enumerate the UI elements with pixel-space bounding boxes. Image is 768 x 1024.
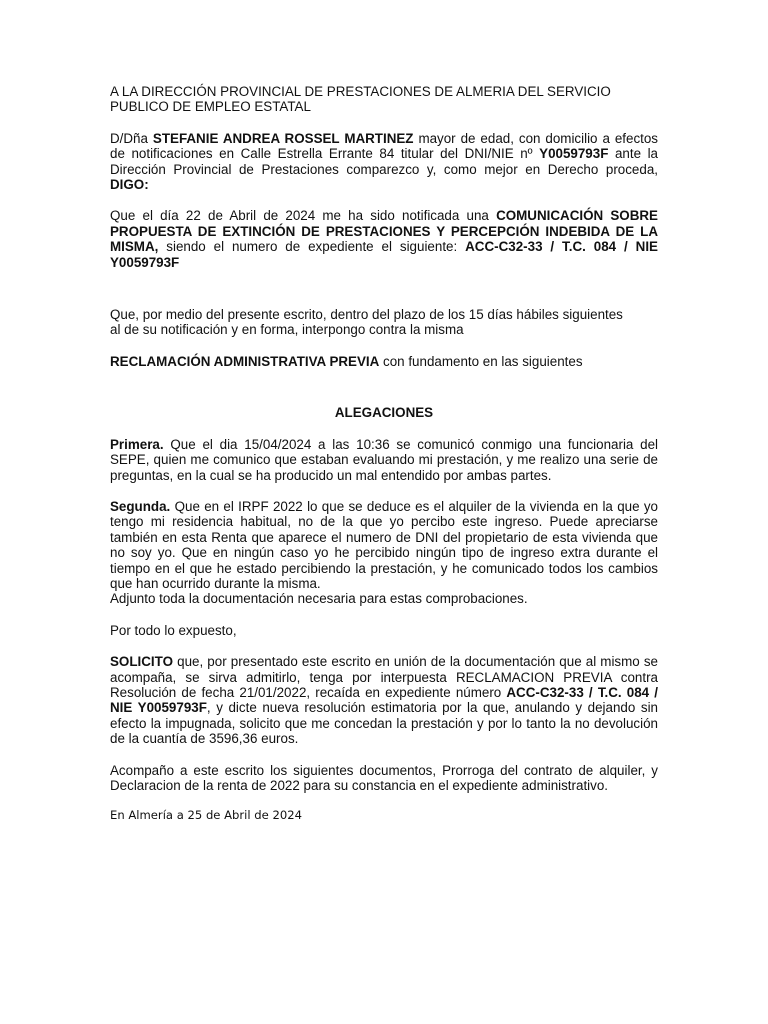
- request-file-number: ACC-C32-33 / T.C. 084 / NIE Y0059793F: [110, 684, 658, 716]
- claim-title: RECLAMACIÓN ADMINISTRATIVA PREVIA: [110, 353, 380, 369]
- attached-docs-note: Adjunto toda la documentación necesaria para estas comprobaciones.: [110, 591, 528, 607]
- notice-text-1: Que el día 22 de Abril de 2024 me ha sido notificada una: [110, 208, 497, 224]
- addressee-line-1: A LA DIRECCIÓN PROVINCIAL DE PRESTACIONES DE ALMERIA DEL SERVICIO: [110, 84, 611, 99]
- therefore-line: Por todo lo expuesto,: [110, 622, 237, 638]
- intro-text-1: mayor de edad, con domicilio a efectos de notificaciones en Calle Estrella Errante 84 titular del DNI/NIE nº: [110, 130, 659, 162]
- means-line-1: Que, por medio del presente escrito, dentro del plazo de los 15 días hábiles siguientes: [110, 307, 623, 323]
- enclosures-paragraph: Acompaño a este escrito los siguientes documentos, Prorroga del contrato de alquiler, y Declaracion de la renta de 2022 para su constancia en el expediente administrativo.: [110, 762, 658, 793]
- means-line-2: al de su notificación y en forma, interpongo contra la misma: [110, 322, 464, 338]
- first-label: Primera.: [110, 436, 164, 452]
- allegations-heading: ALEGACIONES: [334, 405, 434, 421]
- document-body: [110, 84, 658, 793]
- second-allegation: [110, 499, 658, 607]
- first-text: Que el dia 15/04/2024 a las 10:36 se comunicó conmigo una funcionaria del SEPE, quien me comunico que estaban evaluando mi prestación, y me realizo una serie de preguntas, en la cual se ha producido un mal entendido por ambas partes.: [110, 436, 658, 483]
- intro-text-2: ante la Dirección Provincial de Prestaciones comparezco y, como mejor en Derecho proceda,: [110, 146, 658, 177]
- means-paragraph: [110, 307, 658, 338]
- addressee: [110, 84, 658, 115]
- first-allegation: [110, 437, 658, 483]
- claim-paragraph: [110, 354, 658, 369]
- digo-label: DIGO:: [110, 177, 149, 193]
- request-paragraph: [110, 654, 658, 746]
- request-text-1: que, por presentado este escrito en unión de la documentación que al mismo se acompaña, se sirva admitirlo, tenga por interpuesta RECLAMACION PREVIA contra Resolución de fecha 21/01/2022, recaída en expediente número: [110, 654, 658, 700]
- place-date-line: En Almería a 25 de Abril de 2024: [110, 808, 302, 822]
- intro-paragraph: [110, 131, 658, 193]
- request-text-2: , y dicte nueva resolución estimatoria por la que, anulando y dejando sin efecto la impugnada, solicito que me concedan la prestación y por lo tanto la no devolución de la cuantía de 3596,36 euros.: [110, 700, 658, 747]
- addressee-line-2: PUBLICO DE EMPLEO ESTATAL: [110, 99, 311, 115]
- notice-paragraph: [110, 208, 658, 270]
- request-label: SOLICITO: [110, 654, 173, 670]
- claim-text: con fundamento en las siguientes: [379, 353, 583, 369]
- intro-prefix: D/Dña: [110, 130, 153, 146]
- applicant-name: STEFANIE ANDREA ROSSEL MARTINEZ: [152, 130, 414, 146]
- file-number: ACC-C32-33 / T.C. 084 / NIE Y0059793F: [110, 239, 658, 270]
- notice-text-2: siendo el numero de expediente el siguiente:: [158, 239, 466, 255]
- notice-subject: COMUNICACIÓN SOBRE PROPUESTA DE EXTINCIÓN DE PRESTACIONES Y PERCEPCIÓN INDEBIDA DE LA MISMA,: [110, 208, 658, 255]
- second-label: Segunda.: [110, 498, 171, 514]
- applicant-id: Y0059793F: [539, 146, 609, 162]
- second-text: Que en el IRPF 2022 lo que se deduce es el alquiler de la vivienda en la que yo tengo mi residencia habitual, no de la que yo percibo este ingreso. Puede apreciarse también en esta Renta que aparece el numero de DNI del propietario de esta vivienda que no soy yo. Que en ningún caso yo he percibido ningún tipo de ingreso extra durante el tiempo en el que he estado percibiendo la prestación, y he comunicado todos los cambios que han ocurrido durante la misma.: [110, 498, 658, 591]
